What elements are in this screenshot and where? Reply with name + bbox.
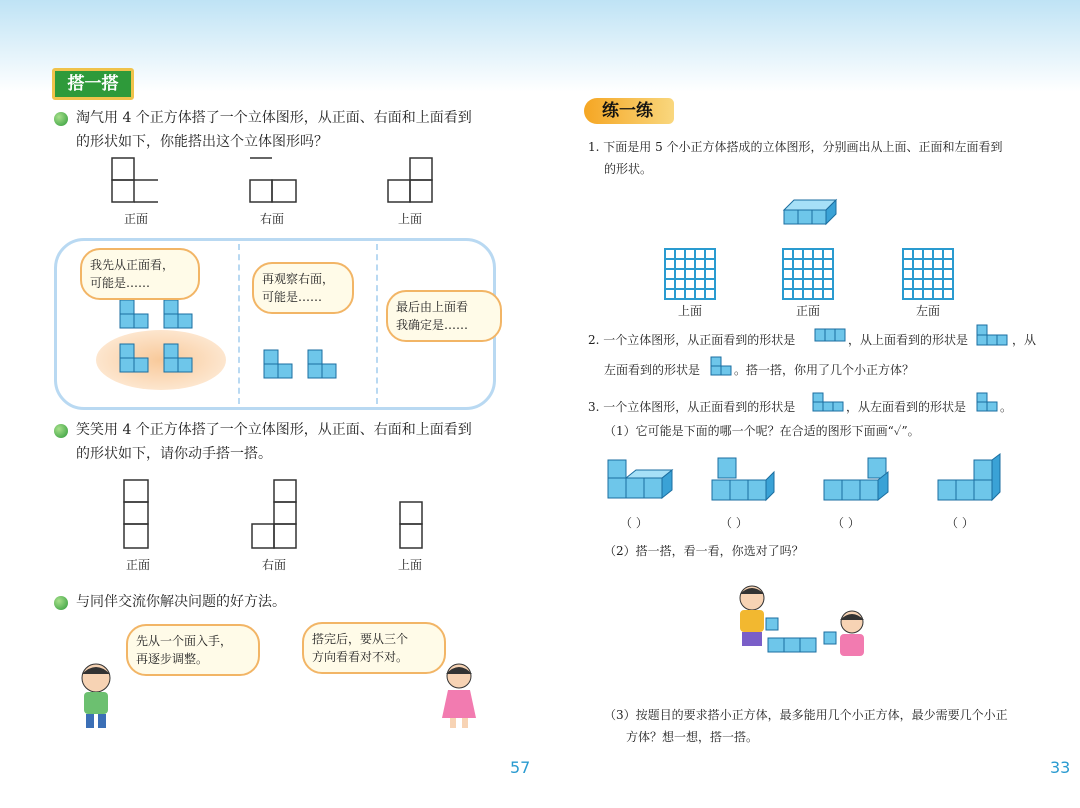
answer-bracket-2[interactable]: （ ） <box>720 516 748 530</box>
view-label-front-2: 正面 <box>125 558 150 572</box>
shape-icon-front-3 <box>812 392 846 412</box>
bubble-text: 我先从正面看， <box>90 258 175 272</box>
page-number-right: 33 <box>1050 758 1071 777</box>
bubble-text: 先从一个面入手， <box>136 634 233 648</box>
p3-text-c: 。 <box>1000 400 1013 414</box>
bullet-dot-icon <box>54 424 68 438</box>
thought-bubble-1 <box>80 248 200 300</box>
top-gradient-band <box>0 0 1080 92</box>
drawing-grid-front <box>782 248 834 300</box>
p3-text-a: 3. 一个立体图形，从正面看到的形状是 <box>588 400 796 414</box>
p1-line1: 1. 下面是用 5 个小正方体搭成的立体图形，分别画出从上面、正面和左面看到 <box>588 140 1003 154</box>
p2-text-e: 。搭一搭，你用了几个小正方体？ <box>734 363 915 377</box>
p2-text-a: 2. 一个立体图形，从正面看到的形状是 <box>588 333 796 347</box>
grid-label-left: 左面 <box>915 304 940 318</box>
q2-line2: 的形状如下，请你动手搭一搭。 <box>76 446 272 462</box>
bubble-text: 最后由上面看 <box>396 300 469 314</box>
view-label-top-1: 上面 <box>397 212 422 226</box>
cube-models-1 <box>112 300 212 390</box>
shape-icon-front <box>814 328 848 344</box>
p3-2-text: （2）搭一搭，看一看，你选对了吗？ <box>604 544 804 558</box>
bubble-text: 我确定是…… <box>396 318 469 332</box>
drawing-grid-left <box>902 248 954 300</box>
kids-building-illustration <box>730 580 880 680</box>
view-label-right-1: 右面 <box>259 212 284 226</box>
views-diagram-1 <box>110 156 470 208</box>
p2-text-d: 左面看到的形状是 <box>604 363 701 377</box>
view-label-front-1: 正面 <box>123 212 148 226</box>
bubble-text: 搭完后，要从三个 <box>312 632 409 646</box>
p3-3-line1: （3）按题目的要求搭小正方体，最多能用几个小正方体，最少需要几个小正 <box>604 708 1008 722</box>
bubble-text: 可能是…… <box>90 276 151 290</box>
drawing-grid-top <box>664 248 716 300</box>
view-label-right-2: 右面 <box>261 558 286 572</box>
bubble-text: 再观察右面， <box>262 272 335 286</box>
p1-line2: 的形状。 <box>604 162 653 176</box>
boy-illustration <box>64 660 128 730</box>
shape-icon-left-3 <box>976 392 1000 412</box>
section-tag-build: 搭一搭 <box>52 68 134 100</box>
bubble-text: 方向看看对不对。 <box>312 650 409 664</box>
p2-text-b: ，从上面看到的形状是 <box>848 333 969 347</box>
page-number-left: 57 <box>510 758 531 777</box>
bubble-text: 可能是…… <box>262 290 323 304</box>
option-model-3 <box>820 452 894 506</box>
grid-label-top: 上面 <box>677 304 702 318</box>
grid-label-front: 正面 <box>795 304 820 318</box>
bullet-dot-icon <box>54 112 68 126</box>
view-label-top-2: 上面 <box>397 558 422 572</box>
answer-bracket-1[interactable]: （ ） <box>620 516 648 530</box>
answer-bracket-3[interactable]: （ ） <box>832 516 860 530</box>
kid-speech-bubble-1 <box>126 624 260 676</box>
p3-3-line2: 方体？想一想，搭一搭。 <box>626 730 759 744</box>
q1-line2: 的形状如下，你能搭出这个立体图形吗？ <box>76 134 328 150</box>
shape-icon-top <box>976 324 1010 346</box>
section-tag-practice <box>584 96 676 126</box>
q1-line1: 淘气用 4 个正方体搭了一个立体图形，从正面、右面和上面看到 <box>76 110 472 126</box>
thought-bubble-3 <box>386 290 502 342</box>
bubble-text: 再逐步调整。 <box>136 652 209 666</box>
views-diagram-2 <box>110 478 470 552</box>
section-tag-text: 练一练 <box>602 101 653 121</box>
option-model-2 <box>708 452 778 506</box>
option-model-4 <box>934 452 1008 506</box>
q3-text: 与同伴交流你解决问题的好方法。 <box>76 594 286 610</box>
panel-divider <box>238 244 240 404</box>
shape-icon-left <box>710 356 734 376</box>
kid-speech-bubble-2 <box>302 622 446 674</box>
p3-text-b: ，从左面看到的形状是 <box>846 400 967 414</box>
girl-illustration <box>434 660 484 730</box>
p3-1-text: （1）它可能是下面的哪一个呢？在合适的图形下面画“✓”。 <box>604 424 920 438</box>
p2-text-c: ，从 <box>1012 333 1037 347</box>
thought-bubble-2 <box>252 262 354 314</box>
answer-bracket-4[interactable]: （ ） <box>946 516 974 530</box>
panel-divider <box>376 244 378 404</box>
five-cube-model <box>782 192 842 232</box>
bullet-dot-icon <box>54 596 68 610</box>
cube-models-2 <box>262 344 352 384</box>
option-model-1 <box>604 456 678 506</box>
q2-line1: 笑笑用 4 个正方体搭了一个立体图形，从正面、右面和上面看到 <box>76 422 472 438</box>
